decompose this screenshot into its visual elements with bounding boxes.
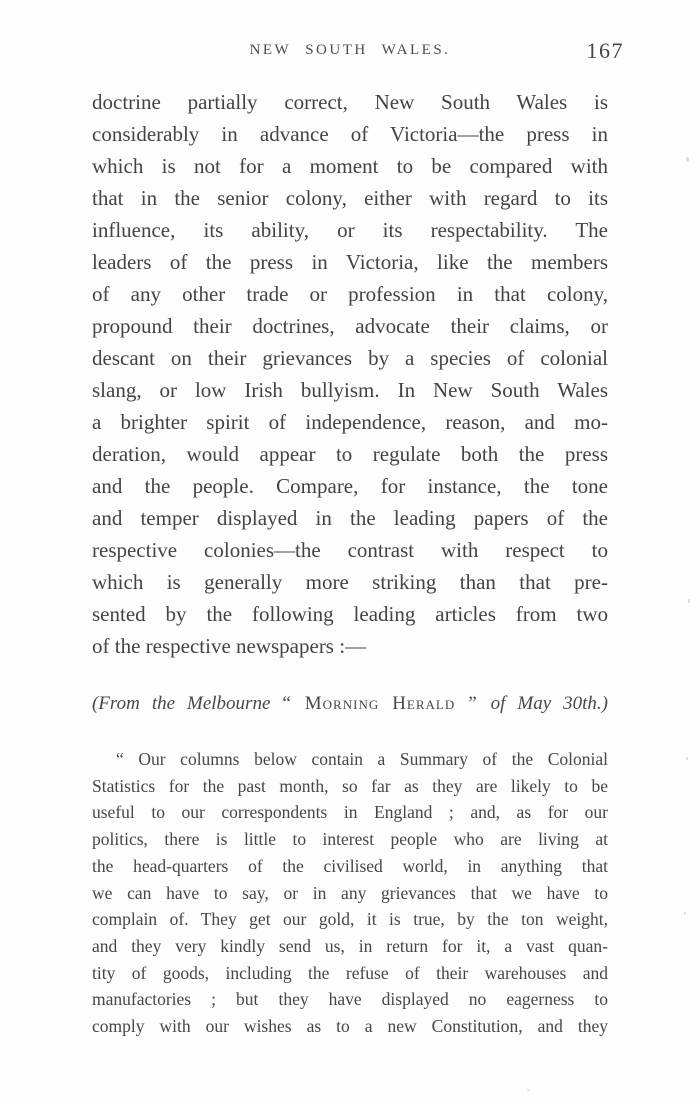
text-line: the head-quarters of the civilised world, in anything that <box>92 855 608 876</box>
text-line: manufactories ; but they have displayed no eagerness to <box>92 989 608 1010</box>
text-line: that in the senior colony, either with regard to its <box>92 186 608 210</box>
text-line: considerably in advance of Victoria—the press in <box>92 122 608 146</box>
text-line: respective colonies—the contrast with respect to <box>92 538 608 562</box>
text-line: slang, or low Irish bullyism. In New South Wales <box>92 378 608 402</box>
text-line: influence, its ability, or its respectability. The <box>92 218 608 242</box>
scan-speck <box>686 157 689 162</box>
text-line: Statistics for the past month, so far as they are likely to be <box>92 775 608 796</box>
text-line: and the people. Compare, for instance, the tone <box>92 474 608 498</box>
quote-paragraph <box>92 746 608 1040</box>
running-head: NEW SOUTH WALES. <box>249 42 451 58</box>
attribution-paper-name: “ Morning Herald ” <box>282 693 491 714</box>
text-line: “ Our columns below contain a Summary of the Colonial <box>116 749 608 769</box>
text-line: descant on their grievances by a species of colonial <box>92 346 608 370</box>
text-line: which is generally more striking than that pre- <box>92 570 608 594</box>
text-line: we can have to say, or in any grievances that we have to <box>92 882 608 903</box>
text-line: doctrine partially correct, New South Wales is <box>92 90 608 114</box>
text-line: tity of goods, including the refuse of their warehouses and <box>92 962 608 983</box>
scan-speck <box>684 912 686 915</box>
text-line: of the respective newspapers :— <box>92 634 367 658</box>
attribution-date: of May 30th.) <box>490 693 608 714</box>
text-line: deration, would appear to regulate both the press <box>92 442 608 466</box>
text-line: complain of. They get our gold, it is true, by the ton weight, <box>92 909 608 930</box>
text-line: leaders of the press in Victoria, like the members <box>92 250 608 274</box>
text-line: sented by the following leading articles from two <box>92 602 608 626</box>
text-line: propound their doctrines, advocate their claims, or <box>92 314 608 338</box>
attribution-intro: (From the Melbourne <box>92 693 283 714</box>
page-number: 167 <box>586 38 624 63</box>
text-line: useful to our correspondents in England ; and, as for our <box>92 802 608 823</box>
attribution-line <box>92 692 608 716</box>
text-line: and they very kindly send us, in return for it, a vast quan- <box>92 935 608 956</box>
text-line: politics, there is little to interest people who are living at <box>92 829 608 850</box>
text-line: comply with our wishes as to a new Constitution, and they <box>92 1016 608 1037</box>
text-line: which is not for a moment to be compared with <box>92 154 608 178</box>
scan-speck <box>527 1089 530 1091</box>
text-line: of any other trade or profession in that colony, <box>92 282 608 306</box>
scan-speck <box>688 599 690 603</box>
main-paragraph <box>92 86 608 662</box>
text-line: and temper displayed in the leading papers of the <box>92 506 608 530</box>
scan-speck <box>686 757 688 760</box>
text-line: a brighter spirit of independence, reason, and mo- <box>92 410 608 434</box>
